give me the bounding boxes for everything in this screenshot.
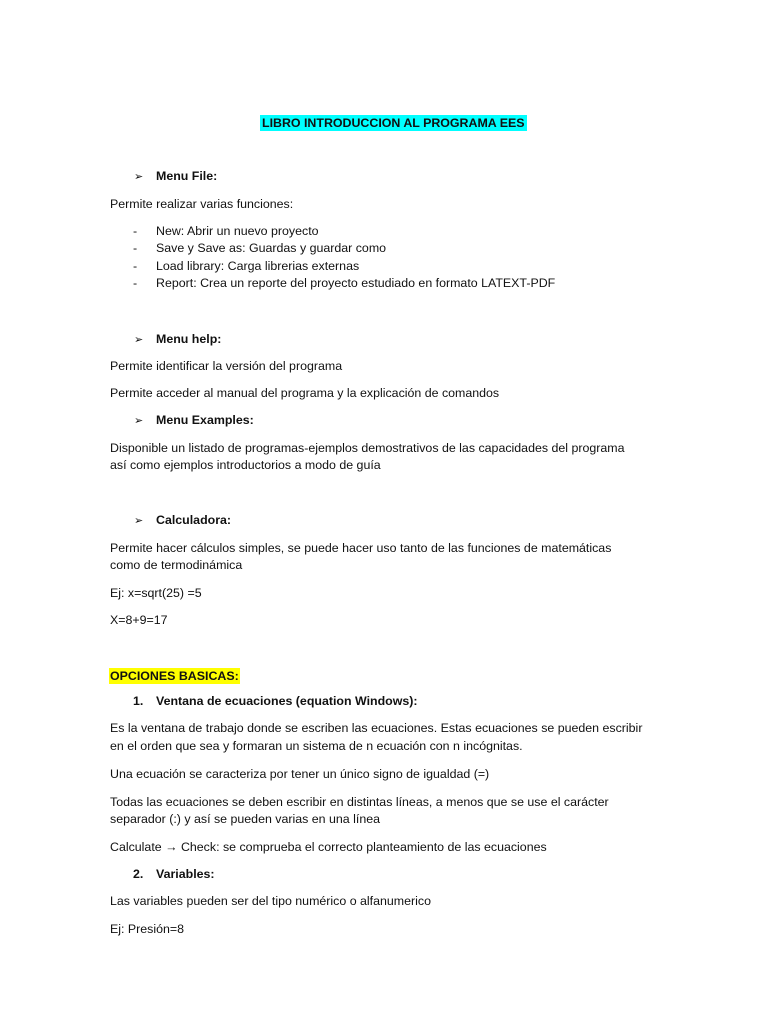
opciones-basicas-heading: OPCIONES BASICAS: [110,669,239,683]
ventana-ecuaciones-heading: Ventana de ecuaciones (equation Windows): [156,694,418,708]
variables-example: Ej: Presión=8 [110,922,185,936]
paragraph-line: separador (:) y así se pueden varias en una línea [110,812,381,826]
calculadora-heading: Calculadora: [156,513,232,527]
menu-examples-heading: Menu Examples: [156,413,254,427]
list-item: Load library: Carga librerias externas [156,259,360,273]
list-item: Report: Crea un reporte del proyecto estudiado en formato LATEXT-PDF [156,276,556,290]
menu-examples-line: así como ejemplos introductorios a modo de guía [110,458,381,472]
check-description: Check: se comprueba el correcto planteamiento de las ecuaciones [177,840,547,854]
list-number: 1. [133,694,144,708]
calculate-label: Calculate [110,840,166,854]
list-item: Save y Save as: Guardas y guardar como [156,241,387,255]
menu-examples-line: Disponible un listado de programas-ejemplos demostrativos de las capacidades del programa [110,441,625,455]
paragraph-line: Una ecuación se caracteriza por tener un único signo de igualdad (=) [110,767,490,781]
list-dash: - [133,276,138,290]
document-title: LIBRO INTRODUCCION AL PROGRAMA EES [262,116,525,130]
list-item: New: Abrir un nuevo proyecto [156,224,319,238]
paragraph-line: Las variables pueden ser del tipo numérico o alfanumerico [110,894,431,908]
list-dash: - [133,224,138,238]
paragraph-line: Todas las ecuaciones se deben escribir en distintas líneas, a menos que se use el carácter [110,795,609,809]
calculadora-example: X=8+9=17 [110,613,168,627]
arrow-bullet-icon: ➢ [134,515,144,527]
arrow-bullet-icon: ➢ [134,334,144,346]
list-number: 2. [133,867,144,881]
paragraph-line: en el orden que sea y formaran un sistema de n ecuación con n incógnitas. [110,739,523,753]
right-arrow-icon: → [165,840,178,854]
list-dash: - [133,241,138,255]
arrow-bullet-icon: ➢ [134,171,144,183]
calculadora-line: como de termodinámica [110,558,243,572]
calculadora-example: Ej: x=sqrt(25) =5 [110,586,202,600]
list-dash: - [133,259,138,273]
calculate-check-line [110,839,547,857]
arrow-bullet-icon: ➢ [134,415,144,427]
menu-help-heading: Menu help: [156,332,222,346]
menu-help-line: Permite identificar la versión del programa [110,359,343,373]
paragraph-line: Es la ventana de trabajo donde se escriben las ecuaciones. Estas ecuaciones se pueden escribir [110,721,643,735]
variables-heading: Variables: [156,867,215,881]
calculadora-line: Permite hacer cálculos simples, se puede hacer uso tanto de las funciones de matemáticas [110,541,612,555]
menu-file-heading: Menu File: [156,169,218,183]
menu-help-line: Permite acceder al manual del programa y la explicación de comandos [110,386,500,400]
menu-file-intro: Permite realizar varias funciones: [110,197,294,211]
